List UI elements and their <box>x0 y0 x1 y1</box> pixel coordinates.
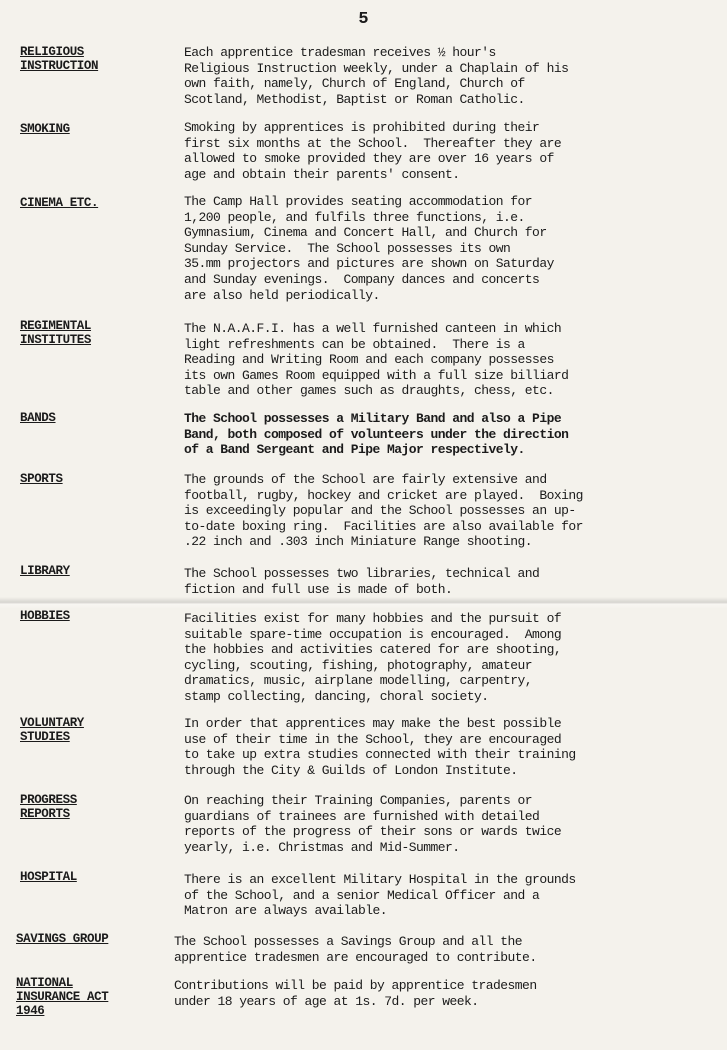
section-heading: LIBRARY <box>20 564 70 578</box>
section-body: The N.A.A.F.I. has a well furnished canteen in which light refreshments can be obtained. There is a Reading and Writing Room and each company possesses its own Games Room equipped with a full size billiard table and other games such as draughts, chess, etc. <box>184 321 569 399</box>
section-heading: SPORTS <box>20 472 63 486</box>
section-heading: HOBBIES <box>20 609 70 623</box>
section-body: The School possesses a Savings Group and all the apprentice tradesmen are encouraged to contribute. <box>174 934 537 965</box>
section-body: Facilities exist for many hobbies and the pursuit of suitable spare-time occupation is encouraged. Among the hobbies and activities catered for are shooting, cycling, scouting, fishing, photography, amateur dramatics, music, airplane modelling, carpentry, stamp collecting, dancing, choral society. <box>184 611 562 704</box>
section-body: The grounds of the School are fairly extensive and football, rugby, hockey and cricket are played. Boxing is exceedingly popular and the School possesses an up- to-date boxing ring. Facilities are also available for .22 inch and .303 inch Miniature Range shooting. <box>184 472 583 550</box>
section-heading: SAVINGS GROUP <box>16 932 109 946</box>
section-body: The Camp Hall provides seating accommodation for 1,200 people, and fulfils three functions, i.e. Gymnasium, Cinema and Concert Hall, and Church for Sunday Service. The School possesses its own 35.mm projectors and pictures are shown on Saturday and Sunday evenings. Company dances and concerts are also held periodically. <box>184 194 554 303</box>
page-number: 5 <box>358 10 369 29</box>
section-heading: PROGRESS REPORTS <box>20 793 77 821</box>
section-heading: NATIONAL INSURANCE ACT 1946 <box>16 976 109 1018</box>
paper-fold-crease <box>0 597 727 609</box>
section-heading: REGIMENTAL INSTITUTES <box>20 319 92 347</box>
section-heading: CINEMA ETC. <box>20 196 99 210</box>
section-heading: RELIGIOUS INSTRUCTION <box>20 45 99 73</box>
section-body: The School possesses two libraries, technical and fiction and full use is made of both. <box>184 566 540 597</box>
section-body: The School possesses a Military Band and also a Pipe Band, both composed of volunteers under the direction of a Band Sergeant and Pipe Major respectively. <box>184 411 569 458</box>
section-body: There is an excellent Military Hospital in the grounds of the School, and a senior Medical Officer and a Matron are always available. <box>184 872 576 919</box>
section-body: Each apprentice tradesman receives ½ hour's Religious Instruction weekly, under a Chaplain of his own faith, namely, Church of England, Church of Scotland, Methodist, Baptist or Roman Catholic. <box>184 45 569 107</box>
section-heading: SMOKING <box>20 122 70 136</box>
section-body: Smoking by apprentices is prohibited during their first six months at the School. Thereafter they are allowed to smoke provided they are over 16 years of age and obtain their parents' consent. <box>184 120 562 182</box>
section-body: Contributions will be paid by apprentice tradesmen under 18 years of age at 1s. 7d. per week. <box>174 978 537 1009</box>
section-heading: HOSPITAL <box>20 870 77 884</box>
section-body: In order that apprentices may make the best possible use of their time in the School, they are encouraged to take up extra studies connected with their training through the City & Guilds of London Institute. <box>184 716 576 778</box>
section-heading: BANDS <box>20 411 56 425</box>
section-heading: VOLUNTARY STUDIES <box>20 716 84 744</box>
section-body: On reaching their Training Companies, parents or guardians of trainees are furnished with detailed reports of the progress of their sons or wards twice yearly, i.e. Christmas and Mid-Summer. <box>184 793 562 855</box>
